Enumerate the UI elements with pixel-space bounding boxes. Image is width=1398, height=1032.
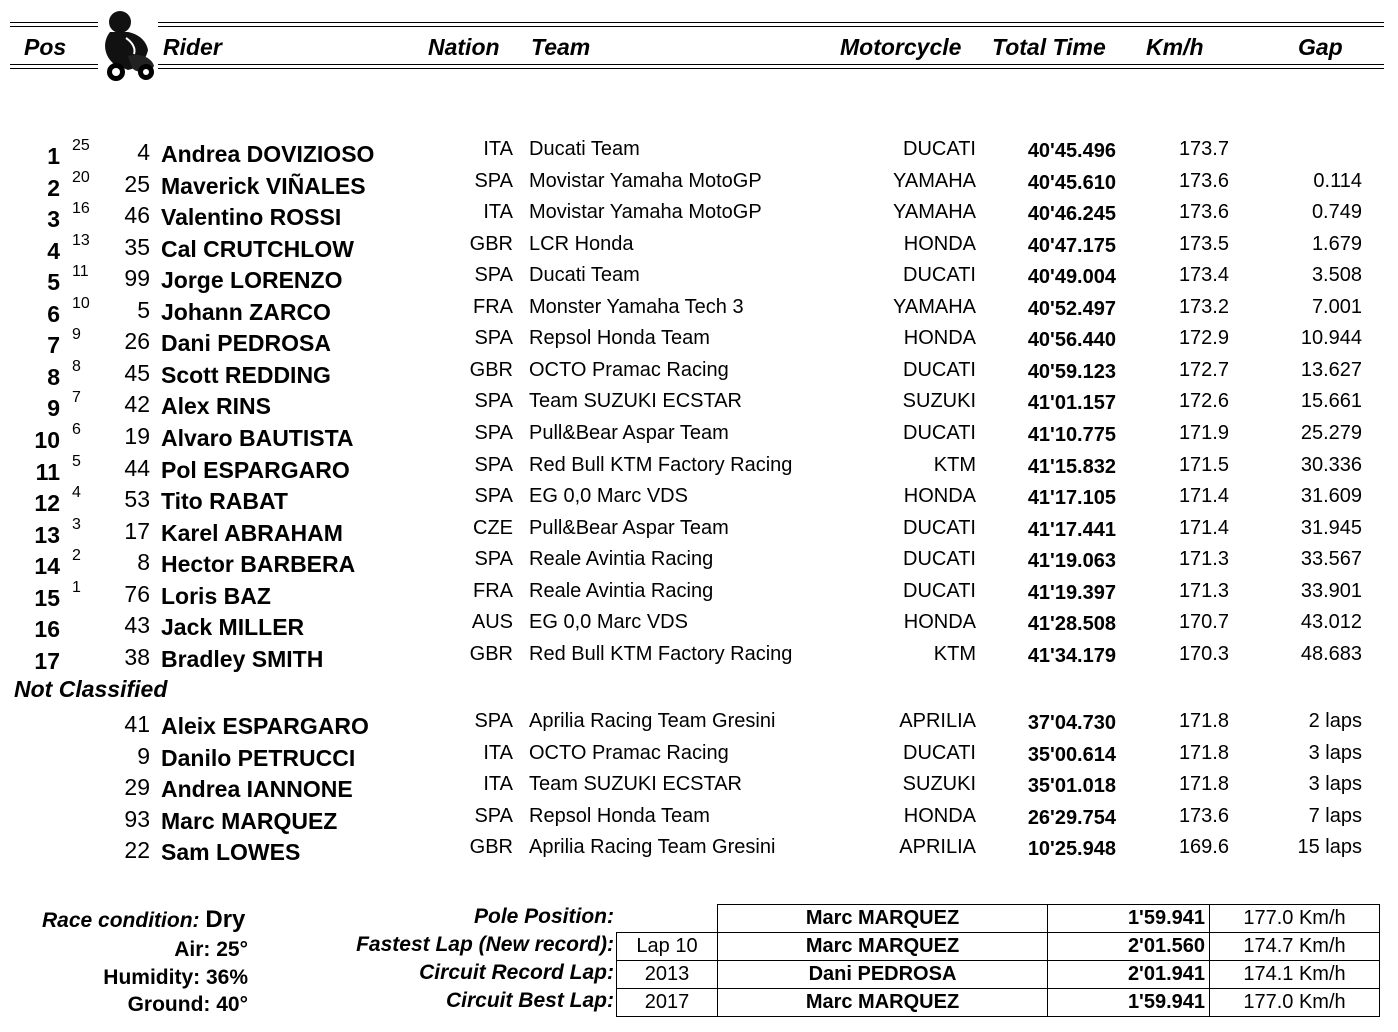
not-classified-row — [0, 833, 1398, 864]
rider-name: Alvaro BAUTISTA — [161, 424, 354, 451]
gap: 48.683 — [1300, 642, 1362, 665]
record-label: Pole Position: — [473, 905, 614, 928]
header-rider: Rider — [163, 34, 222, 60]
nation: GBR — [469, 232, 513, 255]
nation: SPA — [474, 169, 513, 192]
team-name: Reale Avintia Racing — [529, 548, 714, 571]
result-row — [0, 230, 1398, 264]
team-name: Pull&Bear Aspar Team — [529, 516, 729, 539]
points: 25 — [72, 137, 90, 154]
speed-kmh: 173.4 — [1178, 264, 1229, 287]
position: 7 — [47, 332, 60, 359]
header-rule-2 — [10, 26, 1384, 27]
record-speed: 177.0 Km/h — [1209, 904, 1380, 933]
speed-kmh: 173.5 — [1178, 232, 1229, 255]
points: 5 — [72, 452, 81, 470]
rider-name: Pol ESPARGARO — [161, 456, 350, 483]
total-time: 40'52.497 — [1027, 297, 1116, 320]
rider-number: 22 — [124, 837, 150, 863]
motorcycle: YAMAHA — [893, 201, 976, 224]
speed-kmh: 172.7 — [1178, 358, 1229, 381]
rider-number: 41 — [124, 711, 150, 737]
nation: SPA — [474, 548, 513, 571]
rider-number: 43 — [124, 612, 150, 639]
nation: CZE — [473, 516, 513, 539]
motorcycle: KTM — [933, 642, 976, 665]
nation: FRA — [473, 579, 513, 602]
team-name: EG 0,0 Marc VDS — [529, 611, 688, 634]
motorcycle-rider-icon — [98, 8, 158, 84]
record-label: Circuit Record Lap: — [419, 961, 614, 984]
not-classified-row — [0, 707, 1398, 738]
team-name: Ducati Team — [529, 138, 640, 160]
motorcycle: HONDA — [903, 232, 976, 255]
rider-number: 29 — [124, 774, 150, 800]
total-time: 41'17.441 — [1027, 518, 1116, 541]
record-rider: Marc MARQUEZ — [717, 988, 1048, 1017]
points: 9 — [72, 326, 81, 344]
motorcycle: YAMAHA — [893, 169, 976, 192]
total-time: 35'01.018 — [1027, 775, 1116, 797]
gap: 31.609 — [1300, 485, 1362, 508]
total-time: 40'46.245 — [1027, 203, 1116, 226]
speed-kmh: 172.6 — [1178, 390, 1229, 413]
rider-number: 42 — [124, 391, 150, 418]
rider-number: 17 — [124, 517, 150, 544]
header-bottom-rule — [10, 68, 1384, 69]
gap: 3 laps — [1308, 773, 1362, 795]
result-row — [0, 640, 1398, 674]
motorcycle: DUCATI — [903, 516, 976, 539]
gap: 0.114 — [1313, 169, 1362, 192]
speed-kmh: 171.5 — [1178, 453, 1229, 476]
rider-name: Jorge LORENZO — [161, 267, 343, 294]
team-name: Aprilia Racing Team Gresini — [529, 710, 776, 732]
team-name: Repsol Honda Team — [529, 327, 710, 350]
rider-number: 76 — [124, 580, 150, 607]
nation: SPA — [474, 485, 513, 508]
rider-number: 25 — [124, 170, 150, 197]
gap: 13.627 — [1300, 358, 1362, 381]
total-time: 41'15.832 — [1027, 455, 1116, 478]
speed-kmh: 171.8 — [1178, 741, 1229, 764]
record-info: 2013 — [616, 960, 718, 989]
not-classified-row — [0, 770, 1398, 801]
rider-name: Aleix ESPARGARO — [161, 713, 369, 739]
rider-number: 26 — [124, 328, 150, 355]
rider-number: 5 — [137, 296, 150, 323]
motorcycle: DUCATI — [903, 548, 976, 571]
gap: 10.944 — [1300, 327, 1362, 350]
gap: 43.012 — [1300, 611, 1362, 634]
gap: 1.679 — [1311, 232, 1362, 255]
record-time: 2'01.560 — [1047, 932, 1210, 961]
motorcycle: HONDA — [903, 327, 976, 350]
motorcycle: HONDA — [903, 485, 976, 508]
total-time: 41'17.105 — [1027, 487, 1116, 510]
points: 7 — [72, 389, 81, 407]
race-condition-label: Race condition: — [42, 909, 200, 932]
team-name: Pull&Bear Aspar Team — [529, 421, 729, 444]
motorcycle: DUCATI — [903, 264, 976, 287]
nation: ITA — [483, 201, 513, 224]
total-time: 40'45.496 — [1027, 140, 1116, 162]
result-row — [0, 577, 1398, 611]
total-time: 37'04.730 — [1027, 712, 1116, 734]
rider-name: Andrea IANNONE — [161, 776, 353, 802]
team-name: Red Bull KTM Factory Racing — [529, 642, 793, 665]
position: 4 — [47, 237, 60, 264]
nation: SPA — [474, 390, 513, 413]
header-rule-3 — [10, 64, 1384, 65]
nation: ITA — [483, 741, 513, 764]
nation: FRA — [473, 295, 513, 318]
record-label: Fastest Lap (New record): — [356, 933, 614, 956]
rider-number: 99 — [124, 265, 150, 292]
total-time: 41'01.157 — [1027, 392, 1116, 415]
points: 16 — [72, 200, 90, 218]
rider-number: 45 — [124, 359, 150, 386]
position: 6 — [47, 300, 60, 327]
gap: 3 laps — [1308, 741, 1362, 764]
record-rider: Marc MARQUEZ — [717, 932, 1048, 961]
speed-kmh: 173.6 — [1178, 804, 1229, 827]
result-row — [0, 419, 1398, 453]
team-name: OCTO Pramac Racing — [529, 741, 729, 764]
motorcycle: DUCATI — [903, 579, 976, 602]
motorcycle: SUZUKI — [902, 773, 976, 795]
gap: 7 laps — [1308, 804, 1362, 827]
record-time: 2'01.941 — [1047, 960, 1210, 989]
speed-kmh: 170.3 — [1178, 642, 1229, 665]
ground-temperature: Ground: 40° — [127, 993, 248, 1016]
record-rider: Dani PEDROSA — [717, 960, 1048, 989]
motorcycle: SUZUKI — [902, 390, 976, 413]
gap: 15 laps — [1297, 836, 1362, 858]
speed-kmh: 173.7 — [1178, 138, 1229, 160]
speed-kmh: 171.8 — [1178, 773, 1229, 795]
team-name: OCTO Pramac Racing — [529, 358, 729, 381]
rider-name: Bradley SMITH — [161, 645, 324, 672]
gap: 7.001 — [1311, 295, 1362, 318]
speed-kmh: 170.7 — [1178, 611, 1229, 634]
race-condition — [42, 906, 245, 934]
team-name: Movistar Yamaha MotoGP — [529, 201, 762, 224]
header-team: Team — [531, 34, 591, 60]
nation: SPA — [474, 453, 513, 476]
team-name: Repsol Honda Team — [529, 804, 710, 827]
speed-kmh: 171.8 — [1178, 710, 1229, 732]
total-time: 40'45.610 — [1027, 171, 1116, 194]
motorcycle: DUCATI — [903, 421, 976, 444]
air-temperature: Air: 25° — [174, 938, 248, 961]
motorcycle: HONDA — [903, 804, 976, 827]
points: 3 — [72, 515, 81, 533]
rider-number: 19 — [124, 422, 150, 449]
result-row — [0, 451, 1398, 485]
speed-kmh: 169.6 — [1178, 836, 1229, 858]
team-name: Aprilia Racing Team Gresini — [529, 836, 776, 858]
result-row — [0, 198, 1398, 233]
total-time: 35'00.614 — [1027, 743, 1116, 766]
header-total-time: Total Time — [992, 34, 1106, 60]
result-row — [0, 261, 1398, 296]
points: 20 — [72, 168, 90, 186]
speed-kmh: 171.4 — [1178, 516, 1229, 539]
team-name: Monster Yamaha Tech 3 — [529, 295, 744, 318]
rider-name: Scott REDDING — [161, 361, 331, 388]
points: 4 — [72, 484, 81, 502]
rider-number: 53 — [124, 486, 150, 513]
record-info: Lap 10 — [616, 932, 718, 961]
record-info: 2017 — [616, 988, 718, 1017]
nation: SPA — [474, 327, 513, 350]
header-top-rule — [10, 22, 1384, 23]
position: 11 — [35, 458, 60, 485]
total-time: 10'25.948 — [1027, 838, 1116, 860]
position: 10 — [34, 426, 60, 453]
rider-name: Johann ZARCO — [161, 298, 331, 325]
result-row — [0, 387, 1398, 422]
motorcycle: DUCATI — [903, 138, 976, 160]
nation: GBR — [469, 358, 513, 381]
position: 3 — [47, 206, 60, 233]
rider-number: 46 — [124, 202, 150, 229]
not-classified-row — [0, 802, 1398, 833]
record-time: 1'59.941 — [1047, 988, 1210, 1017]
points: 13 — [72, 231, 90, 249]
rider-number: 35 — [124, 233, 150, 260]
speed-kmh: 173.2 — [1178, 295, 1229, 318]
position: 2 — [47, 174, 60, 201]
result-row — [0, 545, 1398, 580]
gap: 33.901 — [1300, 579, 1362, 602]
position: 14 — [34, 553, 60, 580]
result-row — [0, 514, 1398, 548]
speed-kmh: 171.3 — [1178, 579, 1229, 602]
rider-name: Jack MILLER — [161, 614, 305, 641]
speed-kmh: 173.6 — [1178, 169, 1229, 192]
result-row — [0, 608, 1398, 643]
record-time: 1'59.941 — [1047, 904, 1210, 933]
motorcycle: DUCATI — [903, 358, 976, 381]
total-time: 41'19.397 — [1027, 581, 1116, 604]
header-motorcycle: Motorcycle — [840, 34, 962, 60]
gap: 2 laps — [1308, 710, 1362, 732]
speed-kmh: 172.9 — [1178, 327, 1229, 350]
result-row — [0, 482, 1398, 517]
rider-number: 38 — [124, 643, 150, 670]
total-time: 40'49.004 — [1027, 266, 1116, 289]
total-time: 40'56.440 — [1027, 329, 1116, 352]
points: 8 — [72, 357, 81, 375]
record-speed: 174.1 Km/h — [1209, 960, 1380, 989]
rider-name: Dani PEDROSA — [161, 330, 331, 357]
rider-name: Hector BARBERA — [161, 551, 356, 578]
points: 1 — [72, 578, 81, 596]
points: 10 — [72, 294, 90, 312]
nation: ITA — [483, 773, 513, 795]
header-pos: Pos — [24, 34, 67, 60]
total-time: 41'10.775 — [1027, 423, 1116, 446]
motorcycle: DUCATI — [903, 741, 976, 764]
record-rider: Marc MARQUEZ — [717, 904, 1048, 933]
race-condition-value: Dry — [205, 906, 246, 933]
rider-name: Karel ABRAHAM — [161, 519, 343, 546]
not-classified-row — [0, 739, 1398, 770]
motorcycle: YAMAHA — [893, 295, 976, 318]
result-row — [0, 167, 1398, 201]
header-kmh: Km/h — [1146, 34, 1204, 60]
position: 8 — [47, 363, 60, 390]
gap: 31.945 — [1300, 516, 1362, 539]
position: 12 — [34, 490, 60, 517]
position: 17 — [34, 647, 60, 674]
total-time: 40'47.175 — [1027, 234, 1116, 257]
rider-name: Tito RABAT — [161, 488, 288, 515]
result-row — [0, 324, 1398, 359]
nation: SPA — [474, 264, 513, 287]
record-label: Circuit Best Lap: — [445, 989, 614, 1012]
position: 15 — [34, 584, 60, 611]
points: 6 — [72, 420, 81, 438]
motorcycle: APRILIA — [899, 836, 976, 858]
position: 5 — [47, 269, 60, 296]
team-name: Team SUZUKI ECSTAR — [529, 390, 742, 413]
position: 13 — [34, 521, 60, 548]
team-name: Team SUZUKI ECSTAR — [529, 773, 742, 795]
gap: 0.749 — [1311, 201, 1362, 224]
points: 11 — [72, 263, 89, 281]
gap: 3.508 — [1311, 264, 1362, 287]
speed-kmh: 171.3 — [1178, 548, 1229, 571]
rider-number: 9 — [137, 742, 150, 769]
result-row — [0, 293, 1398, 327]
team-name: Red Bull KTM Factory Racing — [529, 453, 793, 476]
position: 1 — [47, 143, 60, 169]
total-time: 26'29.754 — [1027, 806, 1116, 829]
gap: 33.567 — [1300, 548, 1362, 571]
total-time: 40'59.123 — [1027, 360, 1116, 383]
speed-kmh: 171.9 — [1178, 421, 1229, 444]
nation: SPA — [474, 804, 513, 827]
rider-name: Valentino ROSSI — [161, 204, 342, 231]
team-name: Movistar Yamaha MotoGP — [529, 169, 762, 192]
header-gap: Gap — [1298, 34, 1343, 60]
team-name: Ducati Team — [529, 264, 640, 287]
total-time: 41'34.179 — [1027, 644, 1116, 667]
team-name: Reale Avintia Racing — [529, 579, 714, 602]
nation: GBR — [469, 836, 513, 858]
not-classified-heading: Not Classified — [14, 676, 168, 702]
rider-name: Cal CRUTCHLOW — [161, 235, 354, 262]
rider-name: Andrea DOVIZIOSO — [161, 141, 375, 167]
motorcycle: KTM — [933, 453, 976, 476]
gap: 25.279 — [1300, 421, 1362, 444]
position: 16 — [34, 616, 60, 643]
header-nation: Nation — [428, 34, 500, 60]
rider-name: Alex RINS — [161, 393, 271, 420]
nation: GBR — [469, 642, 513, 665]
result-row — [0, 356, 1398, 390]
points: 2 — [72, 547, 81, 565]
record-speed: 177.0 Km/h — [1209, 988, 1380, 1017]
position: 9 — [47, 395, 60, 422]
rider-number: 4 — [137, 139, 150, 165]
gap: 15.661 — [1300, 390, 1362, 413]
rider-number: 44 — [124, 454, 150, 481]
total-time: 41'28.508 — [1027, 613, 1116, 636]
humidity: Humidity: 36% — [103, 966, 248, 989]
rider-name: Danilo PETRUCCI — [161, 744, 356, 771]
speed-kmh: 171.4 — [1178, 485, 1229, 508]
rider-name: Sam LOWES — [161, 839, 301, 865]
nation: SPA — [474, 710, 513, 732]
motorcycle: APRILIA — [899, 710, 976, 732]
total-time: 41'19.063 — [1027, 550, 1116, 573]
team-name: LCR Honda — [529, 232, 634, 255]
nation: ITA — [483, 138, 513, 160]
record-speed: 174.7 Km/h — [1209, 932, 1380, 961]
rider-number: 8 — [137, 549, 150, 576]
nation: AUS — [471, 611, 513, 634]
team-name: EG 0,0 Marc VDS — [529, 485, 688, 508]
motorcycle: HONDA — [903, 611, 976, 634]
rider-name: Marc MARQUEZ — [161, 807, 338, 834]
nation: SPA — [474, 421, 513, 444]
result-row — [0, 135, 1398, 169]
speed-kmh: 173.6 — [1178, 201, 1229, 224]
rider-name: Loris BAZ — [161, 582, 271, 609]
rider-name: Maverick VIÑALES — [161, 172, 366, 199]
rider-number: 93 — [124, 805, 150, 832]
gap: 30.336 — [1300, 453, 1362, 476]
